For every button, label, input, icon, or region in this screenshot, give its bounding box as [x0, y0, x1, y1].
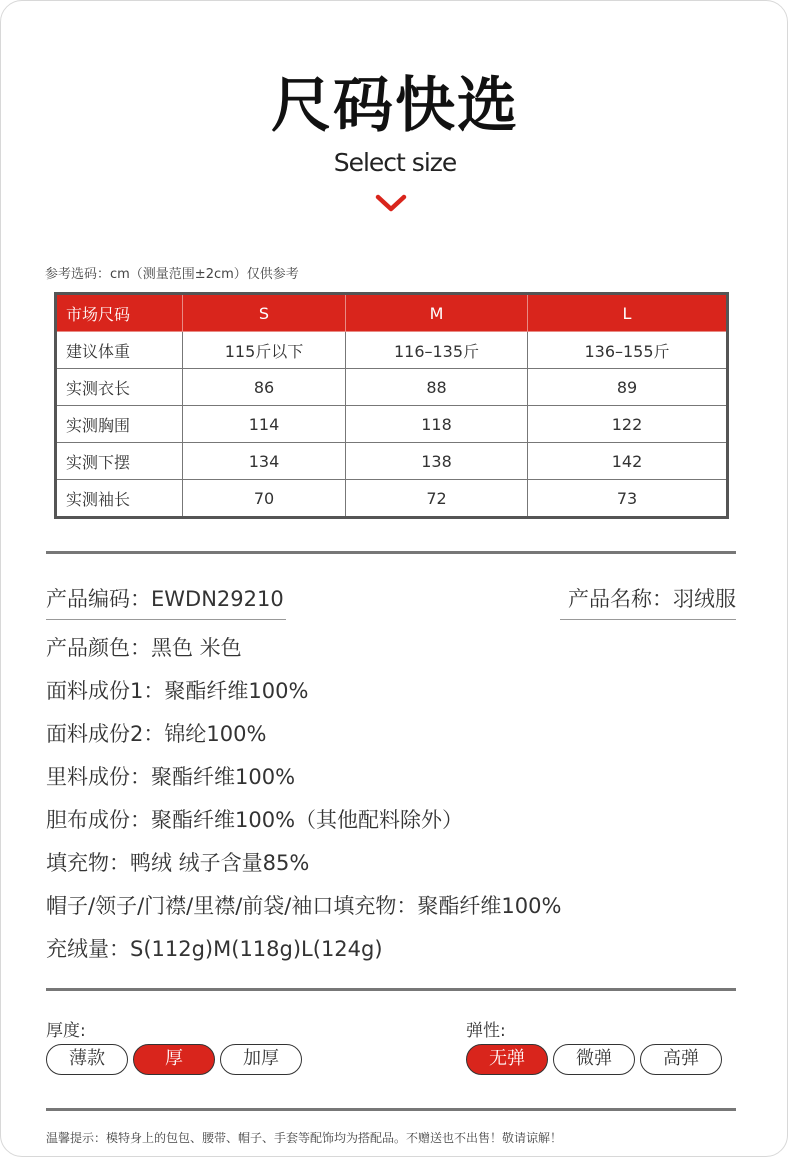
table-cell: 73 — [528, 480, 728, 518]
row-label: 实测衣长 — [56, 369, 183, 406]
table-cell: 122 — [528, 406, 728, 443]
chevron-down-icon — [374, 192, 408, 214]
product-name-underline — [560, 619, 736, 620]
elasticity-label: 弹性: — [466, 1021, 506, 1041]
elasticity-option-high[interactable]: 高弹 — [640, 1044, 722, 1075]
section-divider — [46, 551, 736, 554]
table-row — [56, 332, 728, 369]
table-row — [56, 369, 728, 406]
product-color: 产品颜色：黑色 米色 — [46, 636, 242, 660]
lining: 里料成份：聚酯纤维100% — [46, 765, 296, 789]
table-cell: 134 — [183, 443, 346, 480]
row-label: 实测下摆 — [56, 443, 183, 480]
page-title: 尺码快选 — [271, 71, 519, 141]
filling: 填充物：鸭绒 绒子含量85% — [46, 851, 310, 875]
table-row — [56, 480, 728, 518]
row-label: 建议体重 — [56, 332, 183, 369]
product-code: 产品编码：EWDN29210 — [46, 587, 284, 611]
header-cell: 市场尺码 — [56, 294, 183, 332]
fabric-1: 面料成份1：聚酯纤维100% — [46, 679, 309, 703]
header-cell: S — [183, 294, 346, 332]
table-cell: 86 — [183, 369, 346, 406]
elasticity-option-none[interactable]: 无弹 — [466, 1044, 548, 1075]
table-cell: 116–135斤 — [346, 332, 528, 369]
thickness-label: 厚度: — [46, 1021, 86, 1041]
table-cell: 136–155斤 — [528, 332, 728, 369]
table-cell: 88 — [346, 369, 528, 406]
table-cell: 114 — [183, 406, 346, 443]
elasticity-option-slight[interactable]: 微弹 — [553, 1044, 635, 1075]
page-subtitle: Select size — [333, 148, 457, 177]
size-table — [54, 292, 729, 519]
section-divider — [46, 988, 736, 991]
table-cell: 89 — [528, 369, 728, 406]
row-label: 实测袖长 — [56, 480, 183, 518]
table-cell: 115斤以下 — [183, 332, 346, 369]
thickness-option-extra-thick[interactable]: 加厚 — [220, 1044, 302, 1075]
header-cell: M — [346, 294, 528, 332]
thickness-option-thick[interactable]: 厚 — [133, 1044, 215, 1075]
section-divider — [46, 1108, 736, 1111]
footer-note: 温馨提示：模特身上的包包、腰带、帽子、手套等配饰均为搭配品。不赠送也不出售！敬请谅解！ — [46, 1131, 563, 1145]
table-row — [56, 406, 728, 443]
header-cell: L — [528, 294, 728, 332]
table-row — [56, 443, 728, 480]
measure-note: 参考选码：cm（测量范围±2cm）仅供参考 — [45, 267, 299, 282]
table-cell: 118 — [346, 406, 528, 443]
product-code-underline — [46, 619, 286, 620]
table-cell: 142 — [528, 443, 728, 480]
table-cell: 138 — [346, 443, 528, 480]
inner-fabric: 胆布成份：聚酯纤维100%（其他配料除外） — [46, 808, 464, 832]
thickness-option-thin[interactable]: 薄款 — [46, 1044, 128, 1075]
row-label: 实测胸围 — [56, 406, 183, 443]
table-cell: 70 — [183, 480, 346, 518]
size-table-header — [56, 294, 728, 332]
table-cell: 72 — [346, 480, 528, 518]
fabric-2: 面料成份2：锦纶100% — [46, 722, 267, 746]
fill-weight: 充绒量：S(112g)M(118g)L(124g) — [46, 937, 383, 961]
product-name: 产品名称：羽绒服 — [568, 587, 736, 611]
secondary-filling: 帽子/领子/门襟/里襟/前袋/袖口填充物：聚酯纤维100% — [46, 894, 562, 918]
